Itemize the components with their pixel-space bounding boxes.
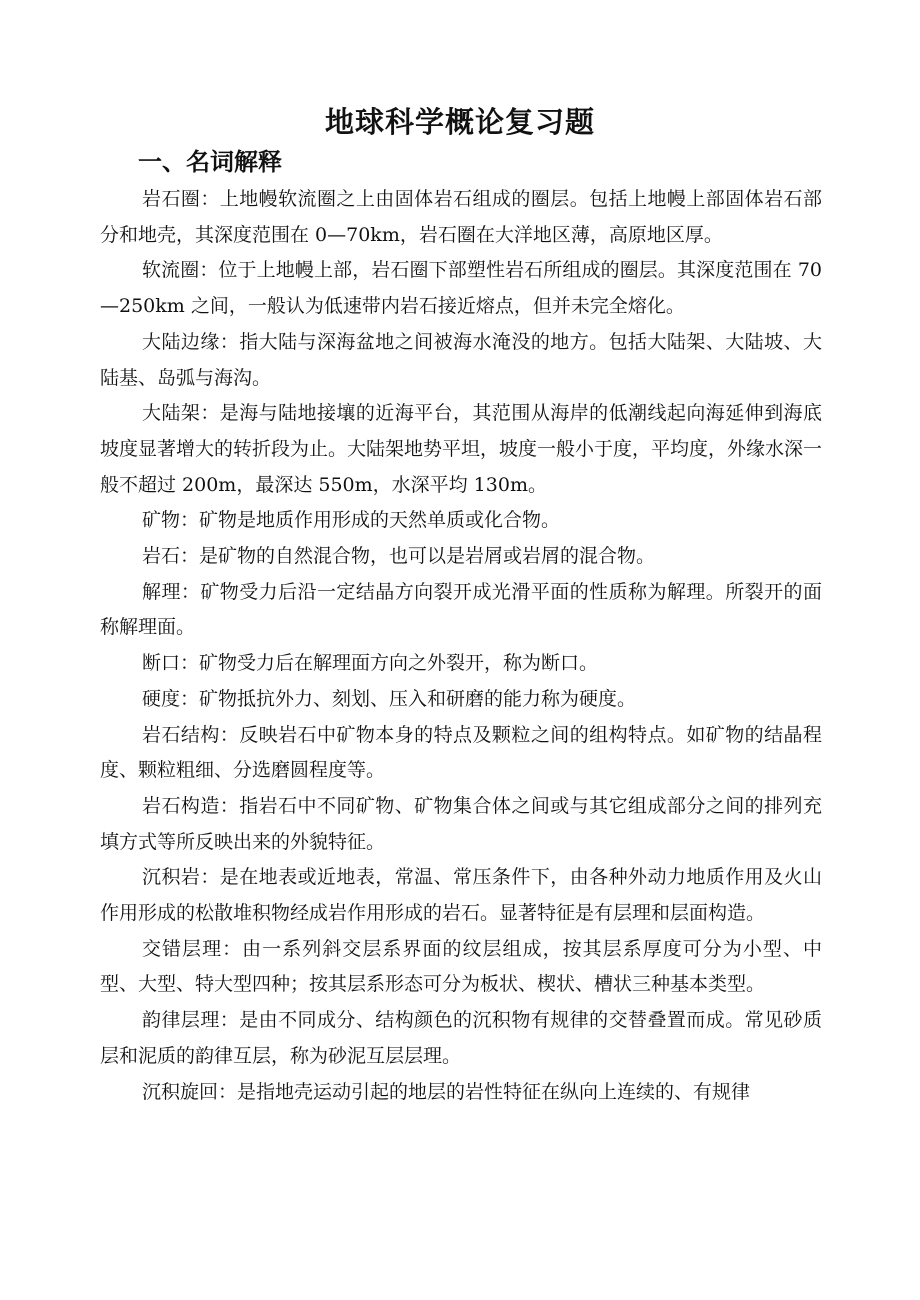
- term-paragraph-sedimentary-cycle: 沉积旋回：是指地壳运动引起的地层的岩性特征在纵向上连续的、有规律: [142, 1080, 751, 1103]
- term-paragraph-cleavage: 解理：矿物受力后沿一定结晶方向裂开成光滑平面的性质称为解理。所裂开的面称解理面。: [100, 580, 822, 639]
- term-paragraph-cross-bedding: 交错层理：由一系列斜交层系界面的纹层组成，按其层系厚度可分为小型、中型、大型、特大型四种；按其层系形态可分为板状、楔状、槽状三种基本类型。: [100, 937, 822, 996]
- term-paragraph-mineral: 矿物：矿物是地质作用形成的天然单质或化合物。: [142, 509, 561, 532]
- document-title: 地球科学概论复习题: [324, 105, 595, 139]
- term-paragraph-lithosphere: 岩石圈：上地幔软流圈之上由固体岩石组成的圈层。包括上地幔上部固体岩石部分和地壳，其深度范围在 0—70km，岩石圈在大洋地区薄，高原地区厚。: [100, 188, 822, 246]
- term-paragraph-rock-texture: 岩石结构：反映岩石中矿物本身的特点及颗粒之间的组构特点。如矿物的结晶程度、颗粒粗细、分选磨圆程度等。: [100, 723, 822, 782]
- term-paragraph-rock-structure: 岩石构造：指岩石中不同矿物、矿物集合体之间或与其它组成部分之间的排列充填方式等所反映出来的外貌特征。: [100, 794, 822, 853]
- term-paragraph-asthenosphere: 软流圈：位于上地幔上部，岩石圈下部塑性岩石所组成的圈层。其深度范围在 70—250km 之间，一般认为低速带内岩石接近熔点，但并未完全熔化。: [100, 259, 822, 318]
- term-paragraph-rhythmic-bedding: 韵律层理：是由不同成分、结构颜色的沉积物有规律的交替叠置而成。常见砂质层和泥质的韵律互层，称为砂泥互层层理。: [100, 1009, 822, 1067]
- term-paragraph-fracture: 断口：矿物受力后在解理面方向之外裂开，称为断口。: [142, 652, 599, 675]
- term-paragraph-rock: 岩石：是矿物的自然混合物，也可以是岩屑或岩屑的混合物。: [142, 545, 656, 568]
- term-paragraph-sedimentary-rock: 沉积岩：是在地表或近地表，常温、常压条件下，由各种外动力地质作用及火山作用形成的松散堆积物经成岩作用形成的岩石。显著特征是有层理和层面构造。: [100, 866, 822, 925]
- section-heading: 一、名词解释: [138, 147, 282, 176]
- term-paragraph-continental-margin: 大陆边缘：指大陆与深海盆地之间被海水淹没的地方。包括大陆架、大陆坡、大陆基、岛弧与海沟。: [100, 330, 822, 389]
- term-paragraph-hardness: 硬度：矿物抵抗外力、刻划、压入和研磨的能力称为硬度。: [142, 687, 637, 710]
- term-paragraph-continental-shelf: 大陆架：是海与陆地接壤的近海平台，其范围从海岸的低潮线起向海延伸到海底坡度显著增大的转折段为止。大陆架地势平坦，坡度一般小于度，平均度，外缘水深一般不超过 200m，最深达 550m，水深平均 130m。: [100, 402, 823, 496]
- term-list: [100, 182, 822, 1110]
